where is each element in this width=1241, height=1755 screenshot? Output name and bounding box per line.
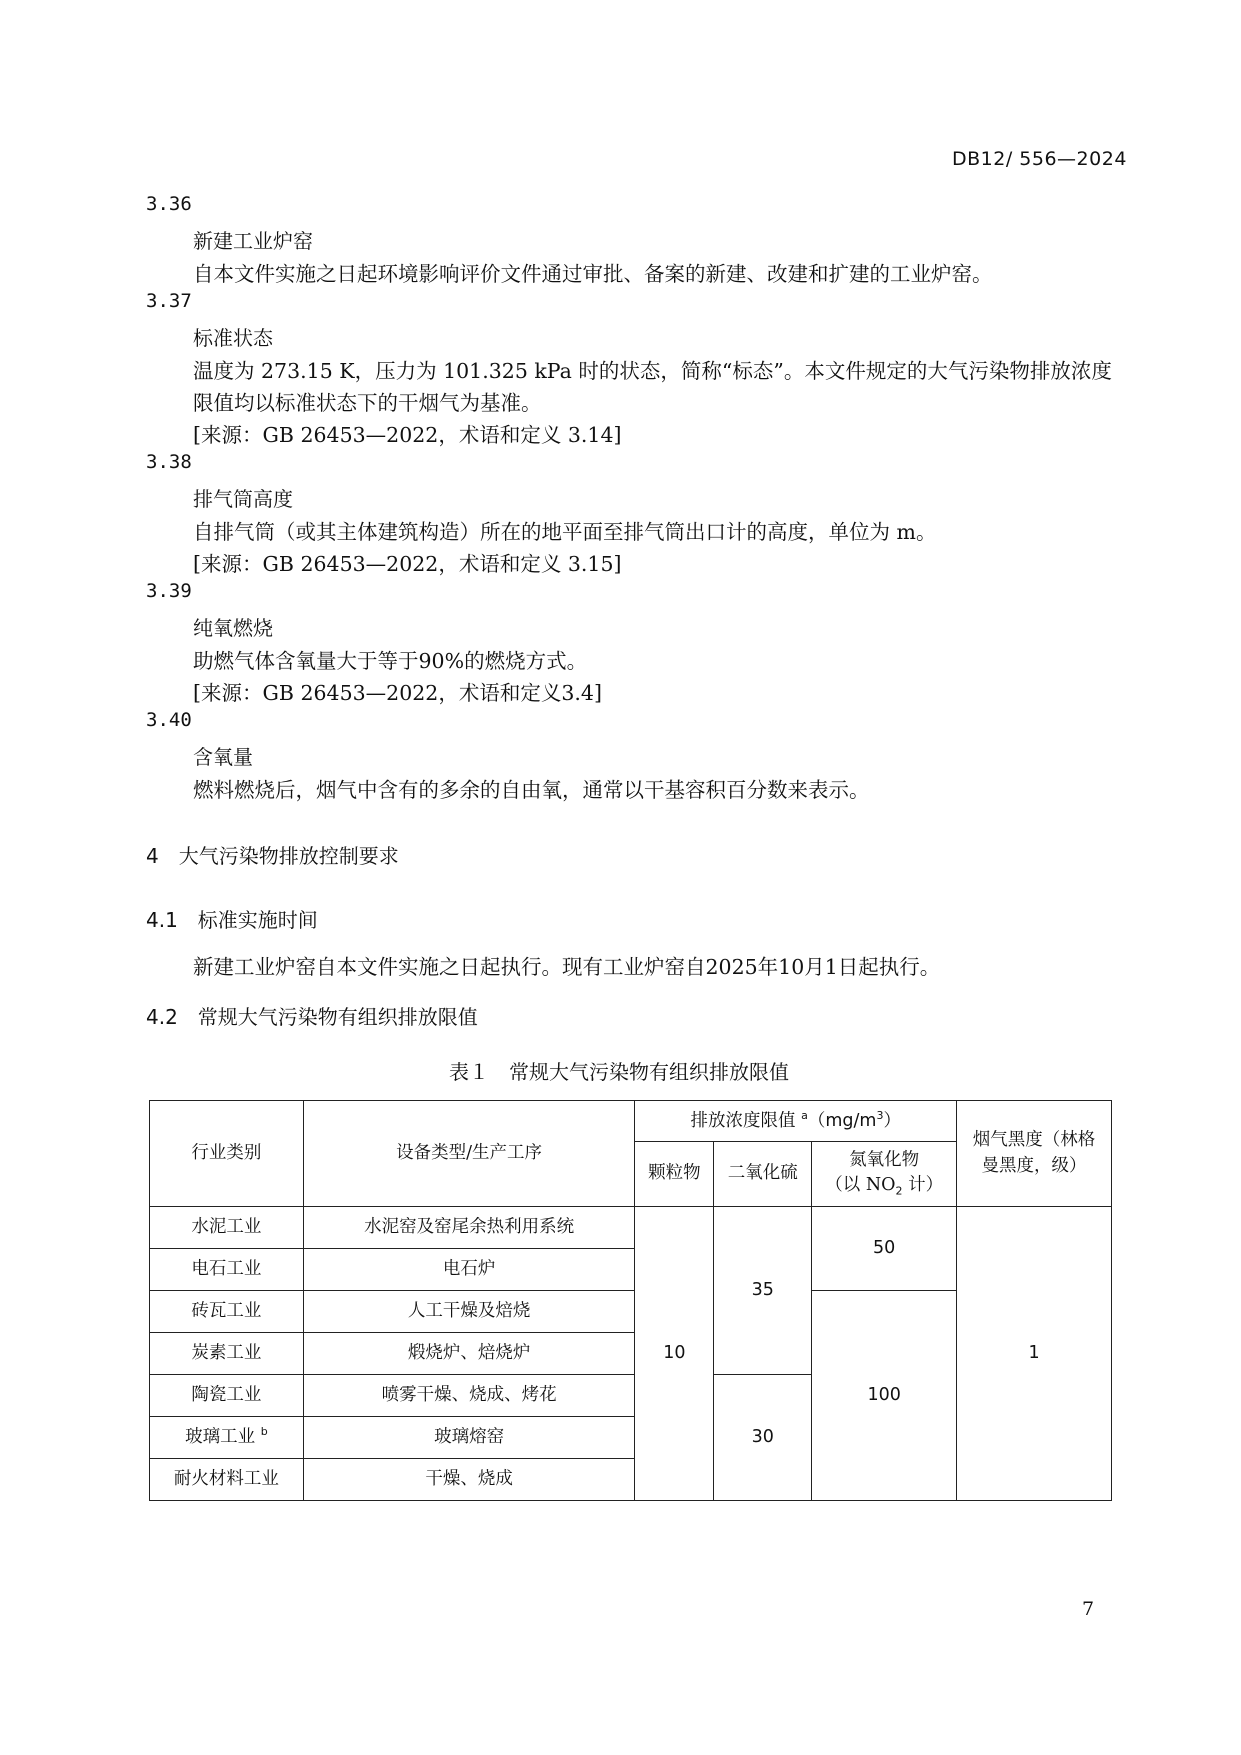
table-cell-industry: 玻璃工业 $^b$ <box>150 1417 304 1459</box>
definition-text: 助燃气体含氧量大于等于90%的燃烧方式。 <box>193 649 588 673</box>
header-limit-group: 排放浓度限值 $^a(mg/m^3)$ <box>635 1101 957 1142</box>
page-number: 7 <box>1082 1598 1095 1620</box>
table-cell-process: 玻璃熔窑 <box>303 1417 635 1459</box>
definition-text: 自本文件实施之日起环境影响评价文件通过审批、备案的新建、改建和扩建的工业炉窑。 <box>193 262 993 286</box>
definition-source: [来源：GB 26453—2022，术语和定义 3.14] <box>193 423 622 447</box>
table-cell-industry: 电石工业 <box>150 1249 304 1291</box>
clause-number: 3.36 <box>146 193 192 215</box>
table-cell-process: 干燥、烧成 <box>303 1459 635 1501</box>
subsection-heading: 4.1 标准实施时间 <box>146 908 318 932</box>
header-industry: 行业类别 <box>150 1101 304 1207</box>
value-pm: 10 <box>635 1207 714 1501</box>
clause-number: 3.40 <box>146 709 192 731</box>
document-id: DB12/ 556—2024 <box>952 148 1127 170</box>
term-title: 标准状态 <box>193 326 273 350</box>
value-so2-group1: 35 <box>714 1207 812 1375</box>
definition-text: 温度为 273.15 K，压力为 101.325 kPa 时的状态，简称“标态”。本文件规定的大气污染物排放浓度 <box>193 359 1112 383</box>
table-cell-process: 电石炉 <box>303 1249 635 1291</box>
header-process: 设备类型/生产工序 <box>303 1101 635 1207</box>
term-title: 新建工业炉窑 <box>193 229 313 253</box>
term-title: 含氧量 <box>193 745 253 769</box>
header-nox: 氮氧化物 （以 $NO_2$ 计） <box>812 1142 957 1207</box>
table-cell-industry: 炭素工业 <box>150 1333 304 1375</box>
header-so2: 二氧化硫 <box>714 1142 812 1207</box>
table-cell-industry: 耐火材料工业 <box>150 1459 304 1501</box>
definition-text: 燃料燃烧后，烟气中含有的多余的自由氧，通常以干基容积百分数来表示。 <box>193 778 870 802</box>
definition-text: 限值均以标准状态下的干烟气为基准。 <box>193 391 542 415</box>
subsection-heading: 4.2 常规大气污染物有组织排放限值 <box>146 1005 478 1029</box>
table-cell-industry: 水泥工业 <box>150 1207 304 1249</box>
definition-text: 自排气筒（或其主体建筑构造）所在的地平面至排气筒出口计的高度，单位为 m。 <box>193 520 937 544</box>
term-title: 排气筒高度 <box>193 487 293 511</box>
value-nox-group2: 100 <box>812 1291 957 1501</box>
table-caption: 表１ 常规大气污染物有组织排放限值 <box>449 1060 789 1084</box>
clause-number: 3.37 <box>146 290 192 312</box>
paragraph-text: 新建工业炉窑自本文件实施之日起执行。现有工业炉窑自2025年10月1日起执行。 <box>193 955 941 979</box>
table-cell-process: 水泥窑及窑尾余热利用系统 <box>303 1207 635 1249</box>
section-heading: 4 大气污染物排放控制要求 <box>146 844 399 868</box>
table-cell-process: 人工干燥及焙烧 <box>303 1291 635 1333</box>
term-title: 纯氧燃烧 <box>193 616 273 640</box>
clause-number: 3.39 <box>146 580 192 602</box>
header-pm: 颗粒物 <box>635 1142 714 1207</box>
value-nox-group1: 50 <box>812 1207 957 1291</box>
table-cell-process: 喷雾干燥、烧成、烤花 <box>303 1375 635 1417</box>
table-cell-industry: 砖瓦工业 <box>150 1291 304 1333</box>
clause-number: 3.38 <box>146 451 192 473</box>
table-cell-process: 煅烧炉、焙烧炉 <box>303 1333 635 1375</box>
definition-source: [来源：GB 26453—2022，术语和定义 3.15] <box>193 552 622 576</box>
table-cell-industry: 陶瓷工业 <box>150 1375 304 1417</box>
value-smoke-blackness: 1 <box>957 1207 1112 1501</box>
emission-limits-table <box>149 1100 1112 1501</box>
header-smoke-blackness: 烟气黑度（林格 曼黑度，级） <box>957 1101 1112 1207</box>
definition-source: [来源：GB 26453—2022，术语和定义3.4] <box>193 681 602 705</box>
value-so2-group2: 30 <box>714 1375 812 1501</box>
